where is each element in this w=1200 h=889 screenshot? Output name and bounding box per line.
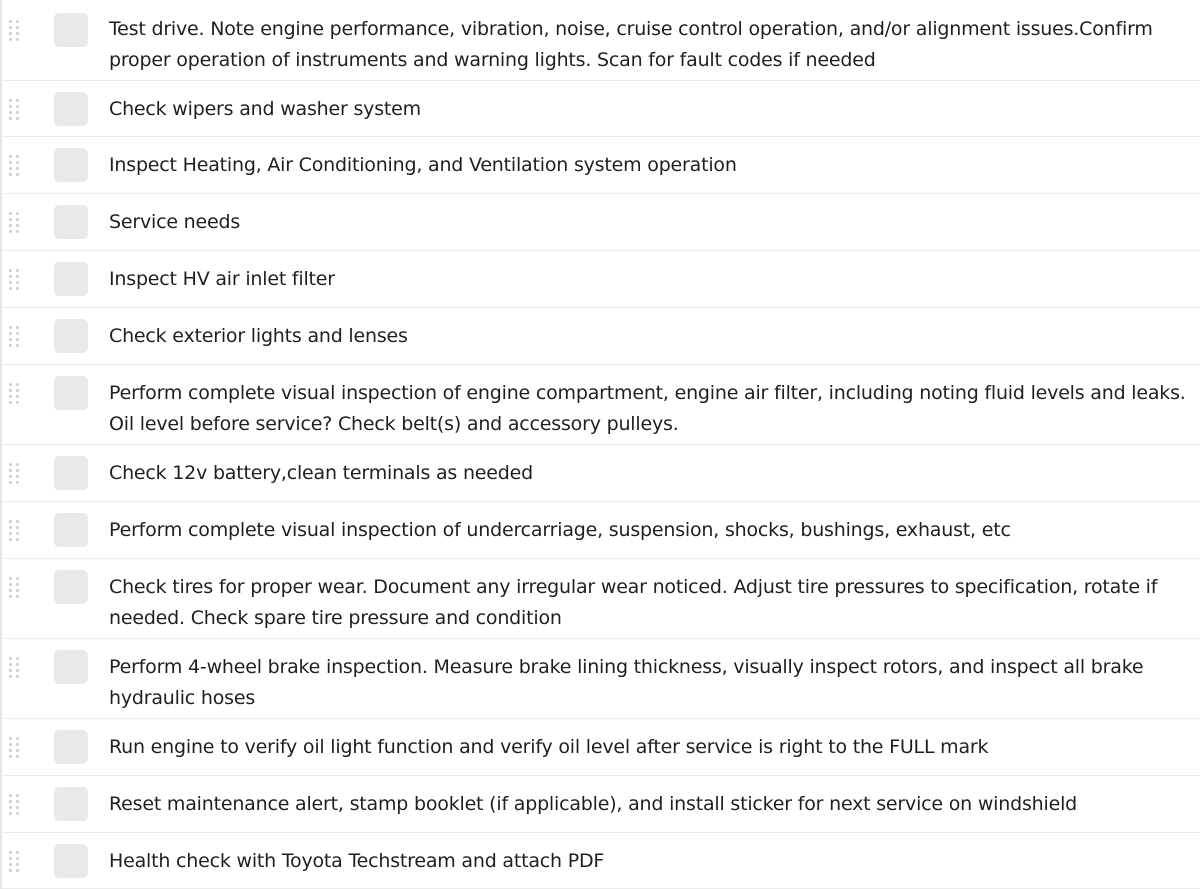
checklist-item <box>2 365 1200 445</box>
item-label: Health check with Toyota Techstream and attach PDF <box>109 850 605 872</box>
item-checkbox[interactable] <box>54 376 88 410</box>
item-label: Check exterior lights and lenses <box>109 325 408 347</box>
item-checkbox[interactable] <box>54 148 88 182</box>
item-label: Inspect Heating, Air Conditioning, and Ventilation system operation <box>109 154 737 176</box>
item-checkbox[interactable] <box>54 513 88 547</box>
checklist-item <box>2 719 1200 776</box>
drag-handle-icon[interactable] <box>9 520 21 540</box>
item-checkbox[interactable] <box>54 787 88 821</box>
checklist-item <box>2 81 1200 137</box>
item-checkbox[interactable] <box>54 205 88 239</box>
drag-handle-icon[interactable] <box>9 155 21 175</box>
drag-handle-icon[interactable] <box>9 326 21 346</box>
drag-handle-icon[interactable] <box>9 657 21 677</box>
item-checkbox[interactable] <box>54 13 88 47</box>
drag-handle-icon[interactable] <box>9 212 21 232</box>
item-checkbox[interactable] <box>54 730 88 764</box>
item-label: Service needs <box>109 211 241 233</box>
drag-handle-icon[interactable] <box>9 794 21 814</box>
drag-handle-icon[interactable] <box>9 851 21 871</box>
item-label: Check tires for proper wear. Document any irregular wear noticed. Adjust tire pressures to specification, rotate if needed. Check spare tire pressure and condition <box>109 576 1158 629</box>
item-label: Check wipers and washer system <box>109 98 421 120</box>
item-checkbox[interactable] <box>54 262 88 296</box>
item-checkbox[interactable] <box>54 456 88 490</box>
drag-handle-icon[interactable] <box>9 577 21 597</box>
item-label: Perform complete visual inspection of engine compartment, engine air filter, including noting fluid levels and leaks. Oil level before service? Check belt(s) and accessory pulleys. <box>109 382 1186 435</box>
checklist-item <box>2 502 1200 559</box>
checklist-item <box>2 0 1200 81</box>
checklist-item <box>2 559 1200 639</box>
checklist-item <box>2 445 1200 502</box>
drag-handle-icon[interactable] <box>9 463 21 483</box>
item-checkbox[interactable] <box>54 319 88 353</box>
drag-handle-icon[interactable] <box>9 383 21 403</box>
item-label: Inspect HV air inlet filter <box>109 268 335 290</box>
item-label: Perform 4-wheel brake inspection. Measure brake lining thickness, visually inspect rotors, and inspect all brake hydraulic hoses <box>109 656 1144 709</box>
checklist-item <box>2 833 1200 889</box>
checklist-item <box>2 194 1200 251</box>
item-label: Reset maintenance alert, stamp booklet (if applicable), and install sticker for next service on windshield <box>109 793 1078 815</box>
checklist-item <box>2 137 1200 194</box>
checklist-item <box>2 639 1200 719</box>
drag-handle-icon[interactable] <box>9 269 21 289</box>
item-label: Check 12v battery,clean terminals as needed <box>109 462 533 484</box>
checklist-item <box>2 308 1200 365</box>
drag-handle-icon[interactable] <box>9 99 21 119</box>
item-label: Run engine to verify oil light function and verify oil level after service is right to the FULL mark <box>109 736 989 758</box>
item-label: Perform complete visual inspection of undercarriage, suspension, shocks, bushings, exhaust, etc <box>109 519 1011 541</box>
drag-handle-icon[interactable] <box>9 20 21 40</box>
item-label: Test drive. Note engine performance, vibration, noise, cruise control operation, and/or alignment issues.Confirm proper operation of instruments and warning lights. Scan for fault codes if needed <box>109 18 1153 71</box>
item-checkbox[interactable] <box>54 844 88 878</box>
item-checkbox[interactable] <box>54 92 88 126</box>
checklist-item <box>2 776 1200 833</box>
item-checkbox[interactable] <box>54 650 88 684</box>
item-checkbox[interactable] <box>54 570 88 604</box>
checklist-item <box>2 251 1200 308</box>
drag-handle-icon[interactable] <box>9 737 21 757</box>
